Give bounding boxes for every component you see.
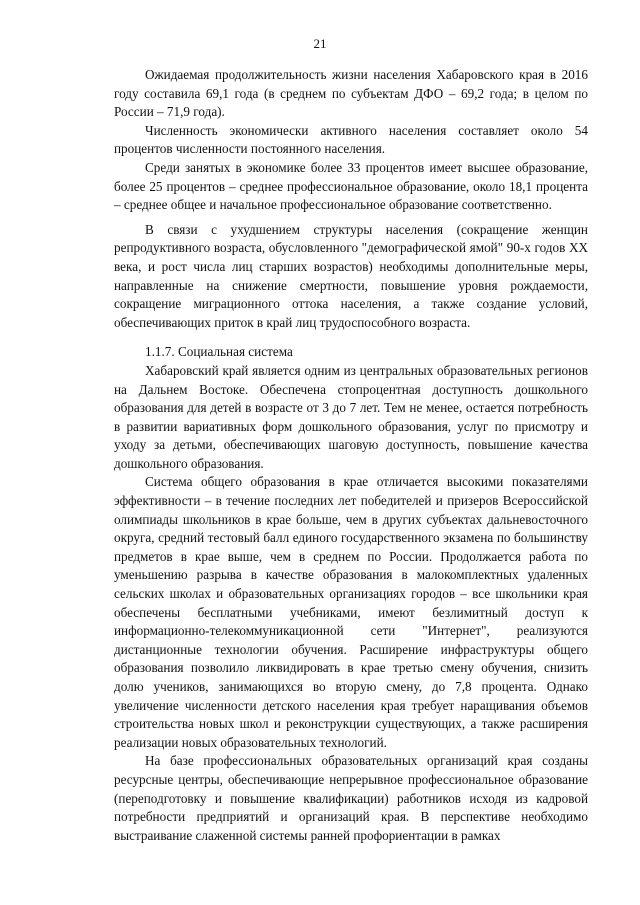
page-number: 21 [313,36,327,51]
section-heading: 1.1.7. Социальная система [145,344,293,360]
paragraph-life-expectancy: Ожидаемая продолжительность жизни населения Хабаровского края в 2016 году составила 69,1 года (в среднем по субъектам ДФО – 69,2 года; в целом по России – 71,9 года). [114,67,588,120]
paragraph-preschool-education: Хабаровский край является одним из центральных образовательных регионов на Дальнем Востоке. Обеспечена стопроцентная доступность дошкольного образования для детей в возрасте от 3 до 7 лет. Тем не менее, остается потребность в развитии вариативных форм дошкольного образования, услуг по присмотру и уходу за детьми, обеспечивающих шаговую доступность, повышение качества дошкольного образования. [114,362,588,471]
paragraph-general-education: Система общего образования в крае отличается высокими показателями эффективности – в течение последних лет победителей и призеров Всероссийской олимпиады школьников в крае больше, чем в других субъектах дальневосточного округа, средний тестовый балл единого государственного экзамена по большинству предметов в крае выше, чем в среднем по России. Продолжается работа по уменьшению разрыва в качестве образования в малокомплектных удаленных сельских школах и образовательных организациях городов – все школьники края обеспечены бесплатными учебниками, имеют безлимитный доступ к информационно-телекоммуникационной сети "Интернет", реализуются дистанционные технологии обучения. Расширение инфраструктуры общего образования позволило ликвидировать в крае третью смену обучения, снизить долю учеников, занимающихся во вторую смену, до 7,8 процента. Однако увеличение численности детского населения края требует наращивания объемов строительства новых школ и реконструкции существующих, а также расширения реализации новых образовательных технологий. [114,474,588,750]
paragraph-professional-education: На базе профессиональных образовательных организаций края созданы ресурсные центры, обеспечивающие непрерывное профессиональное образование (переподготовку и повышение квалификации) работников исходя из кадровой потребности предприятий и организаций края. В перспективе необходимо выстраивание слаженной системы ранней профориентации в рамках [114,753,588,843]
paragraph-education-of-employed: Среди занятых в экономике более 33 процентов имеет высшее образование, более 25 процентов – среднее профессиональное образование, около 18,1 процента – среднее общее и начальное профессиональное образование соответственно. [114,159,588,213]
document-body [114,66,588,845]
paragraph-active-population: Численность экономически активного населения составляет около 54 процентов численности постоянного населения. [114,122,588,157]
paragraph-population-structure: В связи с ухудшением структуры населения (сокращение женщин репродуктивного возраста, обусловленного "демографической ямой" 90-х годов XX века, и рост числа лиц старших возрастов) необходимы дополнительные меры, направленные на снижение смертности, повышение уровня рождаемости, сокращение миграционного оттока населения, а также создание условий, обеспечивающих приток в край лиц трудоспособного возраста. [114,221,588,330]
